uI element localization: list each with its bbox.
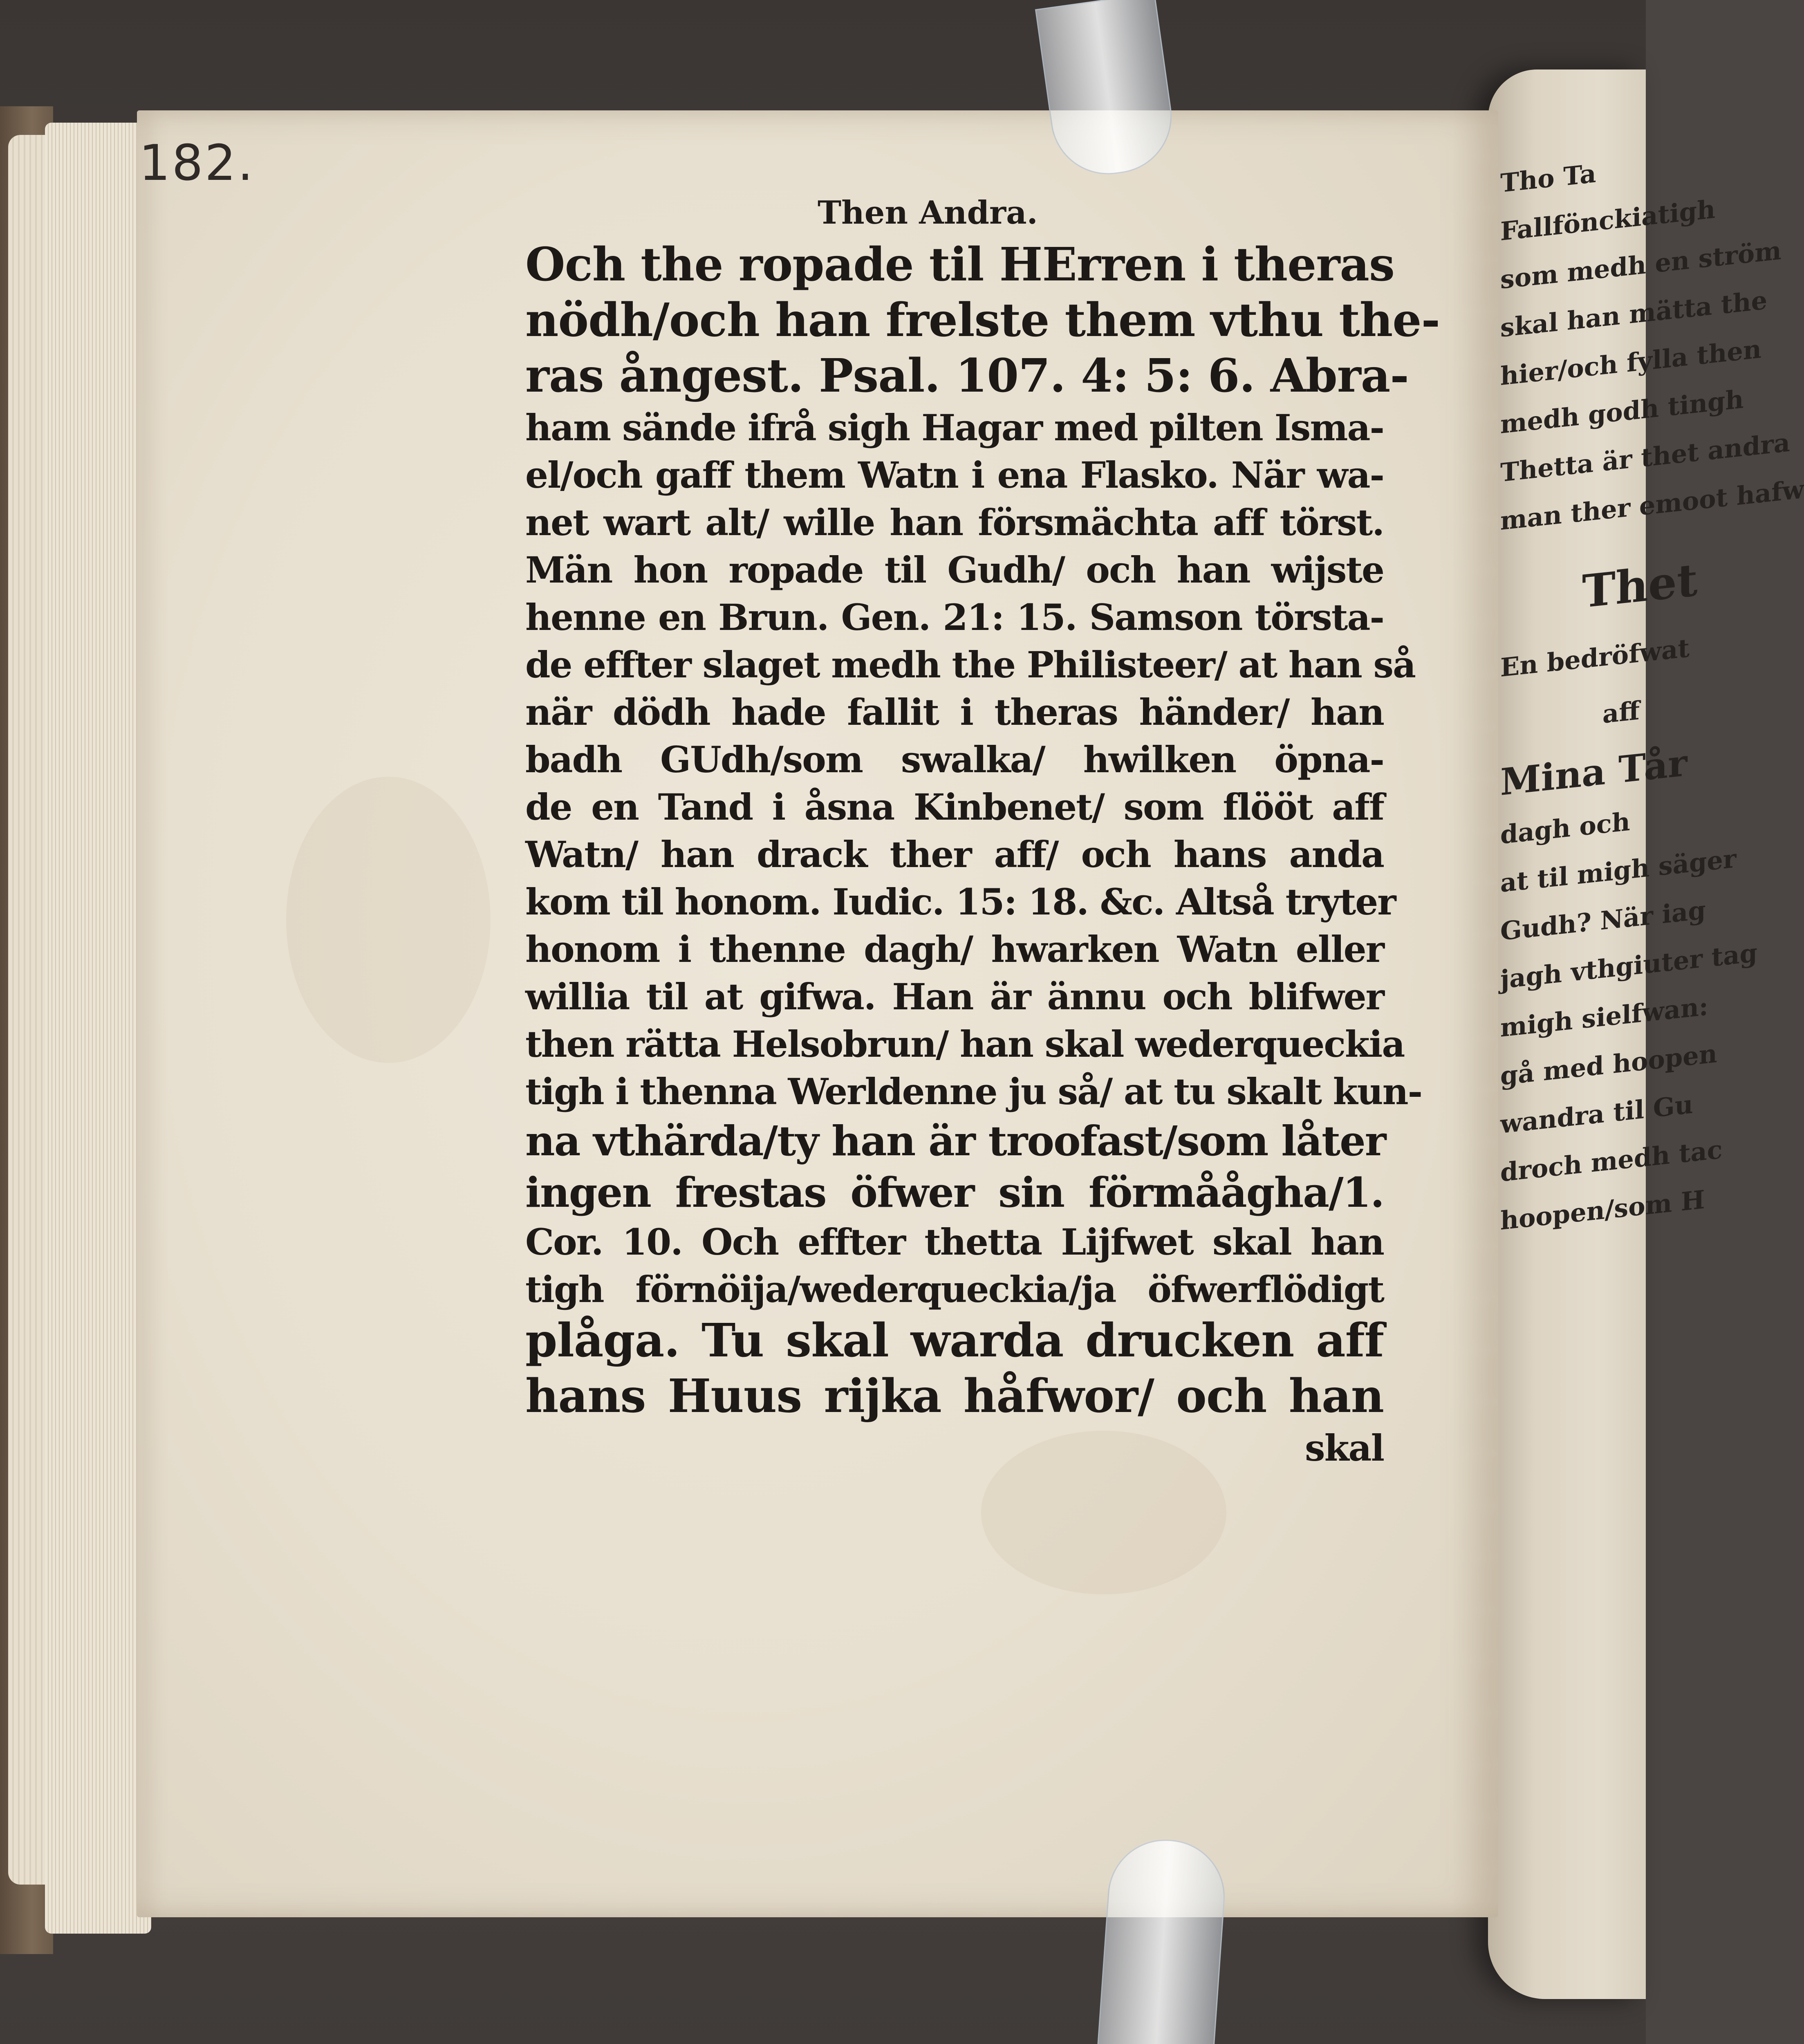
text-line: tigh i thenna Werldenne ju så/ at tu skalt kun- — [525, 1070, 1422, 1113]
text-line: Watn/ han drack ther aff/ och hans anda — [525, 833, 1384, 876]
right-line: dagh och — [1500, 806, 1630, 850]
page-number: 182. — [139, 135, 255, 192]
right-line: En bedröfwat — [1500, 633, 1690, 683]
right-line: migh sielfwan: — [1500, 991, 1708, 1043]
text-line: hans Huus rijka håfwor/ och han — [525, 1369, 1384, 1423]
text-line: tigh förnöija/wederqueckia/ja öfwerflödigt — [525, 1268, 1384, 1311]
text-line: när dödh hade fallit i theras händer/ han — [525, 691, 1384, 733]
text-line: de en Tand i åsna Kinbenet/ som flööt aff — [525, 786, 1384, 828]
right-line: aff — [1602, 695, 1640, 729]
text-line: ingen frestas öfwer sin förmåågha/1. — [525, 1168, 1384, 1217]
text-line: Och the ropade til HErren i theras — [525, 238, 1395, 291]
text-line: ras ångest. Psal. 107. 4: 5: 6. Abra- — [525, 349, 1409, 403]
right-line: man ther emoot hafw — [1500, 474, 1804, 536]
right-line: droch medh tac — [1500, 1134, 1723, 1188]
text-line: henne en Brun. Gen. 21: 15. Samson törsta- — [525, 596, 1384, 639]
right-facing-page — [1488, 69, 1804, 1999]
text-line: net wart alt/ wille han försmächta aff törst. — [525, 501, 1384, 544]
right-line: skal han mätta the — [1500, 285, 1768, 343]
right-line: Fallfönckiatigh — [1500, 194, 1716, 247]
right-line: medh godh tingh — [1500, 384, 1744, 439]
text-line: plåga. Tu skal warda drucken aff — [525, 1314, 1384, 1367]
right-line: hier/och fylla then — [1500, 334, 1761, 391]
right-line: Thetta är thet andra — [1500, 427, 1790, 488]
right-line: jagh vthgiuter tag — [1500, 937, 1757, 995]
text-line: honom i thenne dagh/ hwarken Watn eller — [525, 928, 1384, 970]
right-line: wandra til Gu — [1500, 1089, 1693, 1139]
body-text — [525, 237, 1440, 1472]
right-line: gå med hoopen — [1500, 1038, 1717, 1091]
text-line: de effter slaget medh the Philisteer/ at han så — [525, 643, 1416, 686]
right-line: Gudh? När iag — [1500, 895, 1706, 946]
plastic-clip-bottom — [1096, 1836, 1229, 2044]
running-head: Then Andra. — [818, 194, 1038, 231]
paper-stain — [286, 777, 491, 1063]
right-page-text — [1500, 151, 1804, 1237]
right-line: Tho Ta — [1500, 158, 1596, 198]
right-line: som medh en ström — [1500, 235, 1782, 295]
right-line: hoopen/som H — [1500, 1184, 1705, 1236]
text-line: el/och gaff them Watn i ena Flasko. När wa- — [525, 454, 1384, 496]
text-line: Män hon ropade til Gudh/ och han wijste — [525, 549, 1384, 591]
text-line: badh GUdh/som swalka/ hwilken öpna- — [525, 738, 1384, 781]
catchword: skal — [1305, 1427, 1384, 1469]
text-line: nödh/och han frelste them vthu the- — [525, 294, 1440, 347]
text-line: then rätta Helsobrun/ han skal wederqueckia — [525, 1023, 1405, 1065]
right-heading: Thet — [1582, 553, 1698, 618]
right-line: at til migh säger — [1500, 843, 1737, 898]
left-page-leaves — [45, 123, 151, 1934]
text-line: ham sände ifrå sigh Hagar med pilten Isma- — [525, 406, 1384, 449]
text-line: kom til honom. Iudic. 15: 18. &c. Altså tryter — [525, 881, 1396, 923]
text-line: na vthärda/ty han är troofast/som låter — [525, 1117, 1386, 1165]
text-line: Cor. 10. Och effter thetta Lijfwet skal han — [525, 1221, 1384, 1263]
right-line: Mina Tår — [1500, 741, 1687, 804]
text-line: willia til at gifwa. Han är ännu och blifwer — [525, 975, 1384, 1018]
